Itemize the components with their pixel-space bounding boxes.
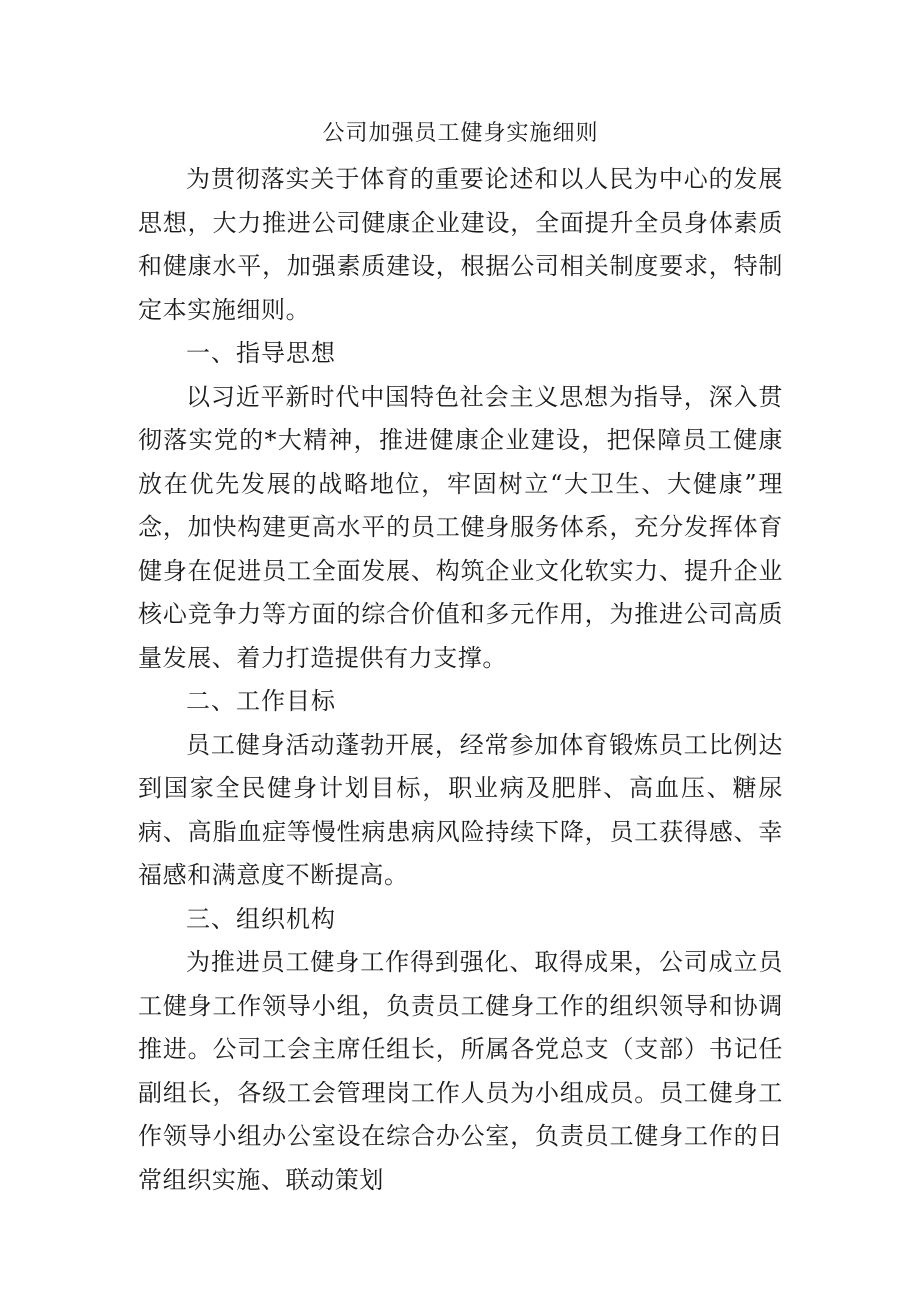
section-body-guiding-ideology: 以习近平新时代中国特色社会主义思想为指导，深入贯彻落实党的*大精神，推进健康企业建设，把保障员工健康放在优先发展的战略地位，牢固树立“大卫生、大健康”理念，加快构建更高水平的员工健身服务体系，充分发挥体育健身在促进员工全面发展、构筑企业文化软实力、提升企业核心竞争力等方面的综合价值和多元作用，为推进公司高质量发展、着力打造提供有力支撑。 xyxy=(138,382,783,672)
section-heading-work-goals: 二、工作目标 xyxy=(186,687,336,715)
document-body xyxy=(138,158,783,1202)
section-body-organization: 为推进员工健身工作得到强化、取得成果，公司成立员工健身工作领导小组，负责员工健身工作的组织领导和协调推进。公司工会主席任组长，所属各党总支（支部）书记任副组长，各级工会管理岗工作人员为小组成员。员工健身工作领导小组办公室设在综合办公室，负责员工健身工作的日常组织实施、联动策划 xyxy=(138,948,783,1194)
section-body-work-goals: 员工健身活动蓬勃开展，经常参加体育锻炼员工比例达到国家全民健身计划目标，职业病及肥胖、高血压、糖尿病、高脂血症等慢性病患病风险持续下降，员工获得感、幸福感和满意度不断提高。 xyxy=(138,730,783,889)
section-heading-guiding-ideology: 一、指导思想 xyxy=(186,339,336,367)
section-heading-organization: 三、组织机构 xyxy=(186,904,336,933)
document-title: 公司加强员工健身实施细则 xyxy=(322,121,599,146)
intro-paragraph: 为贯彻落实关于体育的重要论述和以人民为中心的发展思想，大力推进公司健康企业建设，全面提升全员身体素质和健康水平，加强素质建设，根据公司相关制度要求，特制定本实施细则。 xyxy=(138,165,783,324)
